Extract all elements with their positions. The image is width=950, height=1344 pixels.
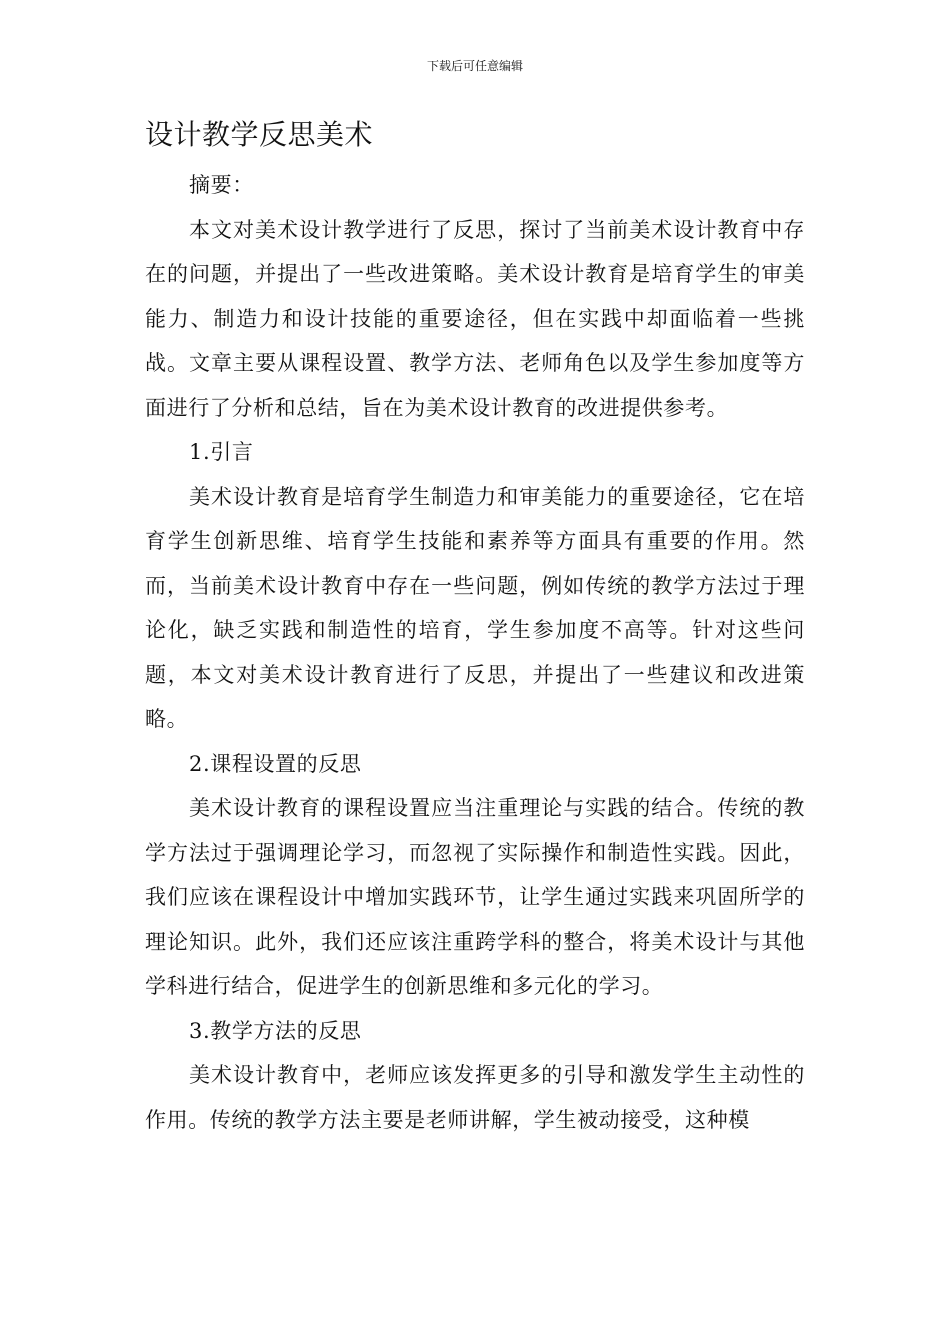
section-paragraph-introduction: 美术设计教育是培育学生制造力和审美能力的重要途径，它在培育学生创新思维、培育学生技能和素养等方面具有重要的作用。然而，当前美术设计教育中存在一些问题，例如传统的教学方法过于理论化，缺乏实践和制造性的培育，学生参加度不高等。针对这些问题，本文对美术设计教育进行了反思，并提出了一些建议和改进策略。 [145,484,805,731]
header-note: 下载后可任意编辑 [426,59,523,73]
section-heading-introduction: 1.引言 [189,440,254,464]
section-paragraph-curriculum: 美术设计教育的课程设置应当注重理论与实践的结合。传统的教学方法过于强调理论学习，而忽视了实际操作和制造性实践。因此，我们应该在课程设计中增加实践环节，让学生通过实践来巩固所学的理论知识。此外，我们还应该注重跨学科的整合，将美术设计与其他学科进行结合，促进学生的创新思维和多元化的学习。 [145,796,805,998]
section-heading-curriculum: 2.课程设置的反思 [189,751,362,776]
section-paragraph-teaching-methods: 美术设计教育中，老师应该发挥更多的引导和激发学生主动性的作用。传统的教学方法主要是老师讲解，学生被动接受，这种模 [145,1063,805,1132]
abstract-label: 摘要： [189,173,254,197]
document-body [145,115,805,1142]
section-heading-teaching-methods: 3.教学方法的反思 [189,1018,362,1043]
document-title: 设计教学反思美术 [145,118,374,151]
abstract-paragraph: 本文对美术设计教学进行了反思，探讨了当前美术设计教育中存在的问题，并提出了一些改进策略。美术设计教育是培育学生的审美能力、制造力和设计技能的重要途径，但在实践中却面临着一些挑战。文章主要从课程设置、教学方法、老师角色以及学生参加度等方面进行了分析和总结，旨在为美术设计教育的改进提供参考。 [145,217,805,420]
